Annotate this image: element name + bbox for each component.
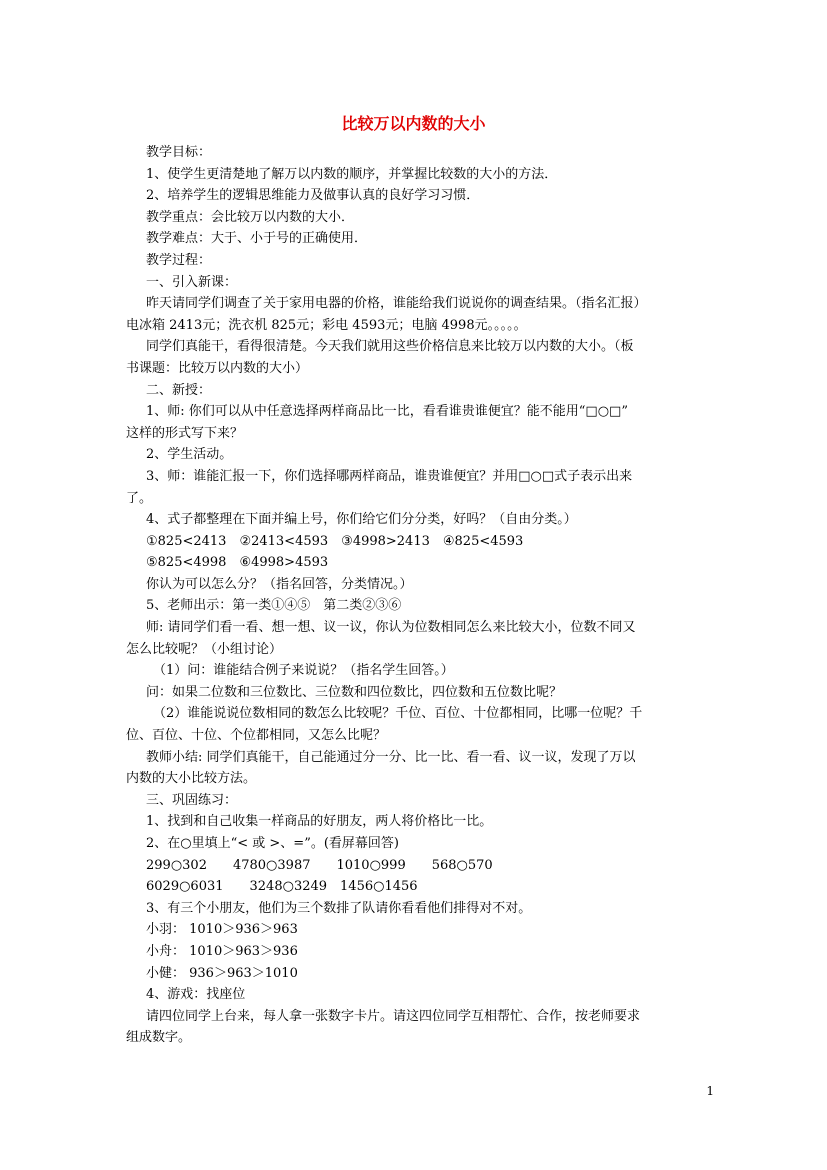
line-child: 小舟： 1010＞963＞936 [146,943,298,959]
line-text: 教师小结: 同学们真能干，自己能通过分一分、比一比、看一看、议一议，发现了万以 [146,749,636,765]
line-text: 同学们真能干，看得很清楚。今天我们就用这些价格信息来比较万以内数的大小。（板 [146,339,634,355]
line-text: 3、师：谁能汇报一下，你们选择哪两样商品，谁贵谁便宜？并用□○□式子表示出来 [146,468,633,484]
line-key-point: 教学重点：会比较万以内数的大小． [146,209,355,225]
line-text: 位、百位、十位、个位都相同，又怎么比呢？ [126,728,387,744]
page-number: 1 [706,1084,714,1098]
line-text: 4、式子都整理在下面并编上号，你们给它们分分类，好吗？（自由分类。） [146,512,577,528]
document-body [126,142,708,1049]
line-text: 3、有三个小朋友，他们为三个数排了队请你看看他们排得对不对。 [146,900,532,916]
line-expressions: ①825<2413 ②2413<4593 ③4998>2413 ④825<4593 [146,533,524,549]
line-goal-1: 1、使学生更清楚地了解万以内数的顺序，并掌握比较数的大小的方法． [146,166,558,182]
line-text: 2、学生活动。 [146,447,233,463]
line-goals-heading: 教学目标： [146,145,212,160]
line-text: 2、在○里填上“< 或 >、=”。(看屏幕回答) [146,836,399,851]
line-text: 问：如果二位数和三位数比、三位数和四位数比，四位数和五位数比呢？ [146,684,563,700]
line-text: 电冰箱 2413元；洗衣机 825元；彩电 4593元；电脑 4998元。。。。。 [126,317,527,333]
line-difficulty: 教学难点：大于、小于号的正确使用． [146,231,368,247]
line-text: （2）谁能说说位数相同的数怎么比较呢？千位、百位、十位都相同，比哪一位呢？千 [153,706,643,722]
line-text: 昨天请同学们调查了关于家用电器的价格，谁能给我们说说你的调查结果。（指名汇报） [146,296,647,312]
line-text: 你认为可以怎么分？（指名回答，分类情况。） [146,576,413,592]
line-section-3: 三、巩固练习： [146,792,238,808]
line-child: 小羽： 1010＞936＞963 [146,922,298,938]
line-text: 这样的形式写下来？ [126,425,244,441]
line-text: 内数的大小比较方法。 [126,771,257,787]
line-text: 5、老师出示：第一类①④⑤ 第二类②③⑥ [146,598,402,614]
line-goal-2: 2、培养学生的逻辑思维能力及做事认真的良好学习习惯． [146,188,480,204]
line-text: 怎么比较呢？（小组讨论） [126,641,283,657]
line-text: 1、找到和自己收集一样商品的好朋友，两人将价格比一比。 [146,814,493,830]
line-exercise: 6029○6031 3248○3249 1456○1456 [146,879,418,895]
line-text: 组成数字。 [126,1030,192,1046]
line-text: 了。 [126,490,153,506]
line-text: 4、游戏：找座位 [146,987,246,1003]
line-exercise: 299○302 4780○3987 1010○999 568○570 [146,857,493,873]
line-section-2: 二、新授： [146,382,212,398]
line-section-1: 一、引入新课： [146,274,238,290]
line-text: （1）问：谁能结合例子来说说？（指名学生回答。） [153,663,454,679]
line-text: 书课题：比较万以内数的大小） [126,360,309,376]
line-text: 师: 请同学们看一看、想一想、议一议，你认为位数相同怎么来比较大小，位数不同又 [146,620,636,636]
line-text: 请四位同学上台来，每人拿一张数字卡片。请这四位同学互相帮忙、合作，按老师要求 [146,1008,641,1024]
line-text: 1、师: 你们可以从中任意选择两样商品比一比，看看谁贵谁便宜？能不能用“□○□” [146,404,628,420]
line-process-heading: 教学过程： [146,252,212,268]
line-child: 小健： 936＞963＞1010 [146,965,298,981]
document-title: 比较万以内数的大小 [341,114,486,133]
line-expressions: ⑤825<4998 ⑥4998>4593 [146,555,329,571]
